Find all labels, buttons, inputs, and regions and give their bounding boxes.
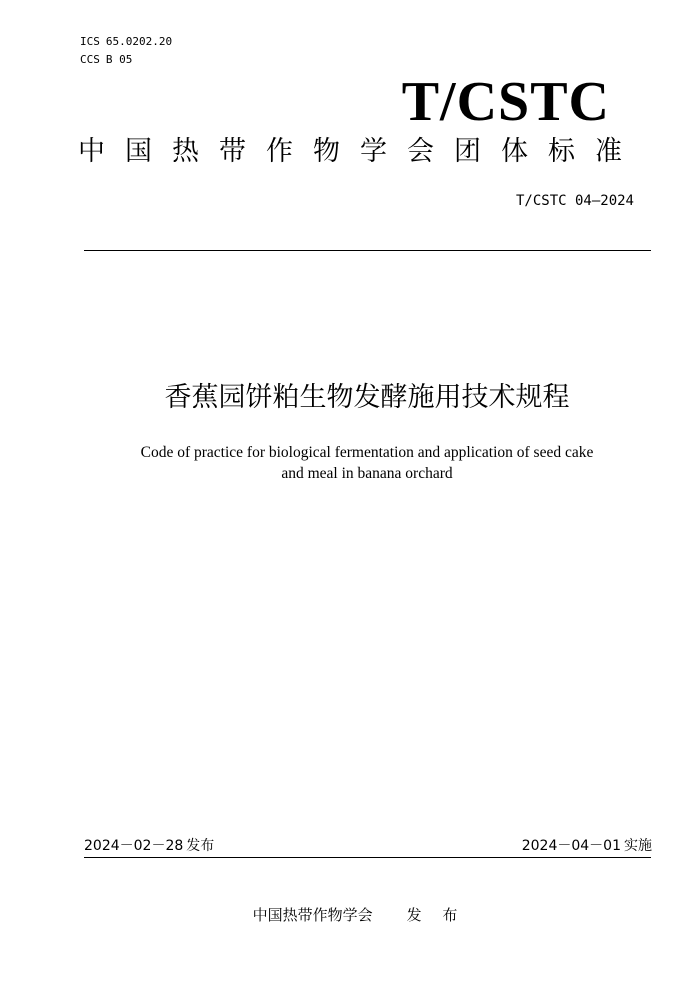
ics-label: ICS <box>80 35 100 48</box>
publisher-name: 中国热带作物学会 <box>252 906 373 924</box>
implementation-date-value: 2024－04－01 <box>521 838 621 854</box>
issue-date-value: 2024－02－28 <box>84 838 184 854</box>
bottom-divider <box>84 857 651 858</box>
ics-line <box>80 35 172 49</box>
document-title-chinese: 香蕉园饼粕生物发酵施用技术规程 <box>164 382 570 413</box>
ccs-line <box>80 53 132 67</box>
issue-date <box>84 836 214 856</box>
ccs-code: B 05 <box>105 53 133 66</box>
ics-code: 65.0202.20 <box>105 35 173 48</box>
implementation-date <box>522 836 652 856</box>
publisher-line <box>0 904 700 926</box>
publish-action: 发 布 <box>406 906 466 924</box>
document-title-english-line1: Code of practice for biological fermentation and application of seed cake <box>140 444 594 461</box>
implementation-date-label: 实施 <box>624 838 652 854</box>
ccs-label: CCS <box>80 53 100 66</box>
issue-date-label: 发布 <box>186 838 215 854</box>
document-title-english-line2: and meal in banana orchard <box>281 465 453 482</box>
top-divider <box>84 250 651 251</box>
document-title-english <box>100 442 634 484</box>
standard-number: T/CSTC 04—2024 <box>515 193 634 209</box>
organization-standard-title: 中国热带作物学会团体标准 <box>78 136 642 167</box>
standard-logo: T/CSTC <box>401 71 610 133</box>
